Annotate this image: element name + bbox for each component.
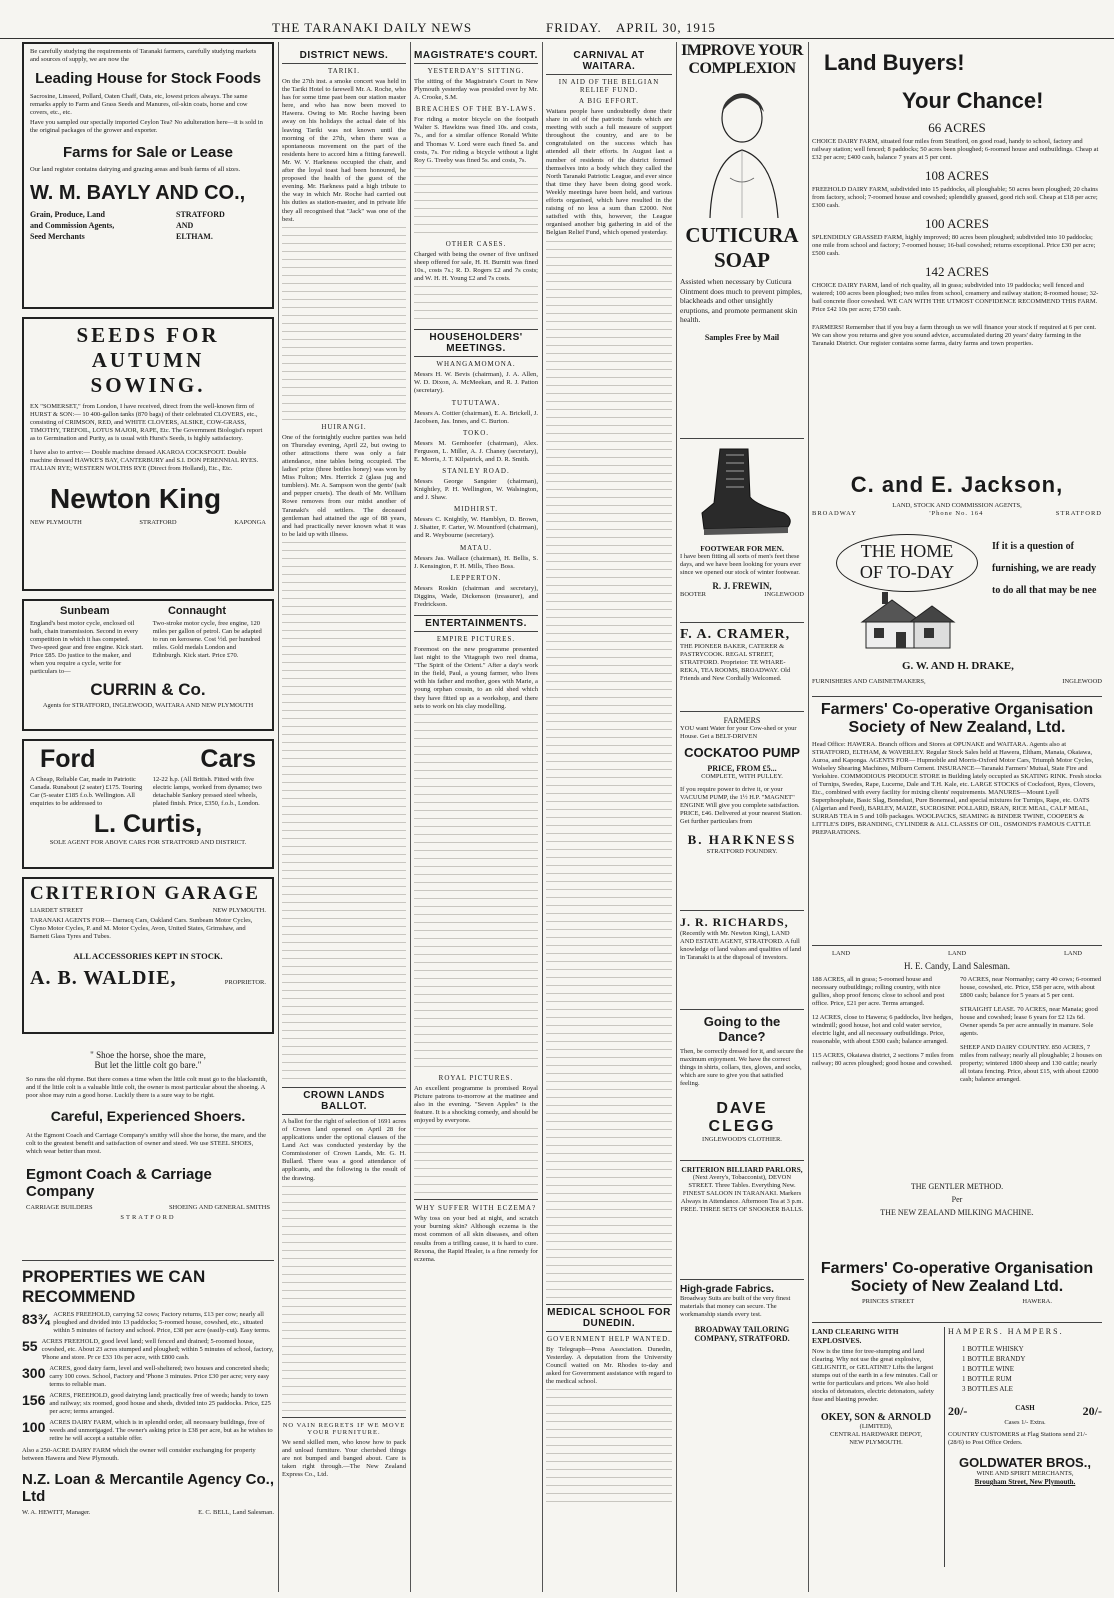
cash-price: 20/-	[948, 1404, 968, 1418]
bayly-right-line: AND	[176, 221, 194, 230]
coop-advert	[812, 701, 1102, 941]
harkness-advert	[680, 716, 804, 906]
sitting-heading: YESTERDAY'S SITTING.	[427, 67, 525, 75]
cuticura-headline: IMPROVE YOUR	[681, 42, 803, 59]
dance-text: Then, be correctly dressed for it, and secure the maximum enjoyment. We have the correct things in shirts, collars, ties, gloves, and socks, which are sure to give you that satisfied feeling.	[680, 1048, 804, 1087]
court-text: The sitting of the Magistrate's Court in New Plymouth yesterday was presided over by Mr. A. Crooke, S.M.	[414, 78, 538, 102]
connaught-label: Connaught	[167, 605, 226, 617]
manager-name: W. A. HEWITT, Manager.	[22, 1509, 91, 1516]
farm-acres: 108 ACRES	[925, 168, 989, 183]
curtis-sole: SOLE AGENT FOR ABOVE CARS FOR STRATFORD AND DISTRICT.	[49, 839, 247, 846]
belgian-heading: IN AID OF THE BELGIAN RELIEF FUND.	[558, 78, 660, 94]
empire-heading: EMPIRE PICTURES.	[436, 635, 516, 643]
coach-text: So runs the old rhyme. But there comes a time when the little colt must go to the blacksmith, and if the little colt is a valuable little colt, the owner is most particular about the shoeing. A poor shoe may ruin a good horse. Luckily there is a sure way to be right.	[26, 1076, 268, 1099]
property-entry	[22, 1338, 274, 1362]
princes-street: PRINCES STREET	[862, 1298, 915, 1305]
arnold-sub: (LIMITED),	[859, 1423, 893, 1430]
school-heading: TUTUTAWA.	[451, 398, 501, 407]
milking-machine: THE NEW ZEALAND MILKING MACHINE.	[880, 1208, 1034, 1217]
medical-school-heading: MEDICAL SCHOOL FOR DUNEDIN.	[546, 1304, 672, 1332]
clegg-sub: INGLEWOOD'S CLOTHIER.	[702, 1136, 782, 1143]
column-text-continued	[546, 1386, 672, 1506]
property-acres: 55	[22, 1338, 38, 1354]
farms-headline: Farms for Sale or Lease	[62, 144, 234, 161]
farm-acres: 142 ACRES	[925, 264, 989, 279]
broadway-advert	[680, 1284, 804, 1343]
school-text: Messrs George Sangster (chairman), Knightley, P. H. Wellington, W. Walsington, and J. Shaw.	[414, 477, 538, 502]
richards-name: J. R. RICHARDS,	[680, 915, 789, 929]
bayly-firm: W. M. BAYLY AND CO.,	[30, 182, 246, 204]
billiard-advert	[680, 1165, 804, 1275]
loan-agency-name: N.Z. Loan & Mercantile Agency Co., Ltd	[22, 1471, 274, 1505]
egmont-coach-advert	[22, 1042, 274, 1256]
broadway-name: BROADWAY TAILORING COMPANY, STRATFORD.	[694, 1325, 790, 1343]
per-label: Per	[951, 1195, 963, 1204]
coop-title: Farmers' Co-operative Organisation	[820, 701, 1094, 718]
column-1	[22, 42, 274, 1592]
jackson-town: STRATFORD	[1055, 510, 1102, 517]
criterion-town: NEW PLYMOUTH.	[212, 907, 266, 914]
bayly-intro: Be carefully studying the requirements of Taranaki farmers, carefully studying markets and sources of supply, we are now the	[30, 48, 257, 63]
school-heading: TOKO.	[462, 428, 490, 437]
farmers-remember: FARMERS! Remember that if you buy a farm through us we will finance your stock if required at 6 per cent. We can show you returns and give you sound advice, accumulated during 20 years' dairy farming in the Taranaki District. Our register contains some farms, dairy farms and town properties.	[812, 324, 1097, 347]
home-oval	[836, 534, 978, 592]
goldwater-street: Brougham Street, New Plymouth.	[974, 1478, 1076, 1486]
fabrics-text: Broadway Suits are built of the very finest materials that money can secure. The workmanship stands every test.	[680, 1295, 791, 1318]
goldwater-advert	[948, 1327, 1102, 1567]
property-acres: 300	[22, 1365, 46, 1381]
hamper-item: 1 BOTTLE WINE	[962, 1365, 1014, 1373]
newton-king-advert	[22, 317, 274, 591]
billiard-text: (Next Avery's, Tobacconist), DEVON STREET. Three Tables. Everything New. FINEST SALOON IN TARANAKI. Markers Always in Attendance. Afternoon Tea at 3 p.m. FREE. THREE SETS OF SNOOKER BALLS.	[680, 1174, 804, 1213]
candy-advert	[812, 950, 1102, 1176]
tariki-heading: TARIKI.	[328, 67, 360, 75]
coop-title-2: Society of New Zealand, Ltd.	[848, 719, 1066, 736]
crown-lands-heading: CROWN LANDS BALLOT.	[282, 1087, 406, 1115]
jackson-street: BROADWAY	[812, 510, 857, 517]
properties-title: PROPERTIES WE CAN RECOMMEND	[22, 1267, 206, 1306]
masthead	[0, 8, 1114, 39]
bayly-headline: Leading House for Stock Foods	[35, 70, 261, 87]
land-label: LAND	[1063, 950, 1082, 957]
seeds-text-2: I have also to arrive:— Double machine dressed AKAROA COCKSFOOT. Double machine dressed HAWKE'S BAY, CANTERBURY and S.I. DON PERENNIAL RYES. ITALIAN RYE; WESTERN WOLTHS RYE (Direct from Holland), Etc., Etc.	[30, 449, 259, 472]
waldie-role: PROPRIETOR.	[224, 979, 266, 986]
candy-listing: 188 ACRES, all in grass; 5-roomed house and necessary outbuildings; rolling country, with nice gullies, shop proof fences; close to school and post office. Price, £21 per acre. Terms arranged.	[812, 976, 945, 1007]
bayly-right	[176, 209, 266, 242]
sunbeam-text: England's best motor cycle, enclosed oil bath, chain transmission. Second in every competition in which it has competed. Two-speed gear and free engine. Kick start. Price £85. Do justice to the maker, and when you require a cycle, write for particulars to—	[30, 620, 144, 675]
coop-lower-title: Farmers' Co-operative Organisation	[820, 1260, 1094, 1277]
hampers-heading: HAMPERS. HAMPERS.	[948, 1327, 1064, 1336]
farmers-text: YOU want Water for your Cow-shed or your House. Get a BELT-DRIVEN	[680, 725, 797, 740]
frewin-name: R. J. FREWIN,	[712, 581, 772, 591]
coach-trade: SHOEING AND GENERAL SMITHS	[168, 1204, 270, 1211]
school-heading: MIDHIRST.	[453, 505, 499, 514]
criterion-street: LIARDET STREET	[30, 907, 84, 914]
harkness-foundry: STRATFORD FOUNDRY.	[706, 848, 778, 855]
jackson-advert	[812, 50, 1102, 472]
bottom-adverts	[812, 1327, 1102, 1567]
empire-text: Foremost on the new programme presented last night to the Vitagraph two reel drama, "The Spirit of the Orient." After a day's work in the field, Paul, a young farmer, who lives with his father and mother, goes with Marie, a young orphan cousin, to an old shed which they have fitted up as a workshop, and there sets to work on his clay modelling.	[414, 646, 538, 710]
property-entry	[22, 1392, 274, 1416]
criterion-title: CRITERION GARAGE	[30, 883, 260, 904]
column-rule	[278, 42, 279, 1592]
cuticura-free: Samples Free by Mail	[704, 332, 780, 342]
rhyme-line: " Shoe the horse, shoe the mare,	[90, 1050, 206, 1060]
householders-heading: HOUSEHOLDERS' MEETINGS.	[414, 329, 538, 357]
hamper-list	[962, 1344, 1102, 1394]
billiard-name: CRITERION BILLIARD PARLORS,	[681, 1165, 803, 1174]
coop-lower-advert	[812, 1260, 1102, 1318]
bayly-tea: Have you sampled our specially imported Ceylon Tea? No adulteration here—it is sold in the original packages of the grower and exporter.	[30, 119, 263, 134]
land-label: LAND	[947, 950, 967, 957]
school-heading: LEPPERTON.	[450, 573, 502, 582]
dance-heading: Going to the Dance?	[703, 1014, 781, 1044]
home-side-text: If it is a question of furnishing, we are ready to do all that may be nee	[992, 541, 1097, 596]
property-entry	[22, 1419, 274, 1443]
furniture-text: We send skilled men, who know how to pack and unload furniture. Your cherished things are not bumped and banged about. Care is taken right through.—The New Zealand Express Co., Ltd.	[282, 1438, 406, 1479]
farm-acres: 66 ACRES	[928, 120, 986, 135]
school-text: Messrs A. Cottier (chairman), E. A. Brickell, J. Jacobsen, Jas. Innes, and C. Burton.	[414, 409, 538, 425]
farm-text: FREEHOLD DAIRY FARM, subdivided into 15 paddocks, all ploughable; 50 acres been ploughed; 20 chains from factory, school; 7-roomed house and cowshed; splendidly grassed, good rich soil. Cheap at £18 per acre; £300 cash.	[812, 186, 1098, 209]
property-text: ACRES FREEHOLD, good level land; well fenced and drained; 5-roomed house, cowshed, etc. About 23 acres stumped and ploughed; within 5 minutes of school, factory, 'Phone and store. Pr ce £33 10s per acre, with £800 cash.	[41, 1338, 274, 1361]
milking-advert	[812, 1182, 1102, 1260]
farm-acres: 100 ACRES	[925, 216, 989, 231]
huirangi-heading: HUIRANGI.	[321, 422, 367, 431]
carnival-text: Waitara people have undoubtedly done their share in aid of the patriotic funds which are meeting with such a full measure of support throughout the country, and are to be congratulated on the success which has attended all their efforts. In August last a number of residents of the district formed themselves into a body which they called the North Taranaki Patriotic League, and ever since that time they have been doing good work. Weekly meetings have been held, and various efforts organised, which have resulted in the raising of no less a sum than £2000. Not satisfied with this, however, the League organised another big gathering in aid of the Belgian Relief Fund, which opened yesterday.	[546, 108, 672, 237]
property-entry	[22, 1365, 274, 1389]
sunbeam-label: Sunbeam	[60, 605, 110, 617]
hamper-item: 3 BOTTLES ALE	[962, 1385, 1013, 1393]
effort-heading: A BIG EFFORT.	[578, 97, 640, 105]
ford-right-text: 12-22 h.p. (All British. Fitted with five electric lamps, worked from dynamo; two detachable Sankey pressed steel wheels, plated finish. Price, £350, f.o.b., London.	[152, 776, 262, 807]
school-text: Messrs Roskin (chairman and secretary), Diggins, Wade, Dickenson (treasurer), and Fredrickson.	[414, 584, 538, 608]
property-acres: 83¾	[22, 1311, 50, 1327]
hamper-item: 1 BOTTLE RUM	[962, 1375, 1012, 1383]
curtis-name: L. Curtis,	[93, 810, 203, 838]
newton-king-name: Newton King	[50, 483, 222, 514]
currin-advert	[22, 599, 274, 731]
cuticura-name: CUTICURA	[685, 223, 799, 247]
candy-listing: SHEEP AND DAIRY COUNTRY. 850 ACRES, 7 miles from railway; nearly all ploughable; 2 houses on property; wintered 1800 sheep and 130 cattle; nearly all totara fencing. Price, about £15, with about £2000 cash; balance arranged.	[960, 1044, 1102, 1083]
farm-text: SPLENDIDLY GRASSED FARM, highly improved; 80 acres been ploughed; subdivided into 10 paddocks; one mile from school and factory; 7-roomed house; 16-bail cowshed; returns exceptional. Price £30 per acre; £500 cash.	[812, 234, 1096, 257]
richards-advert	[680, 915, 804, 1005]
goldwater-name: GOLDWATER BROS.,	[959, 1455, 1091, 1470]
jackson-phone: 'Phone No. 164	[929, 510, 984, 517]
column-text-continued	[546, 238, 672, 1298]
hawera-town: HAWERA.	[1022, 1298, 1052, 1305]
cases-extra: Cases 1/- Extra.	[1004, 1419, 1046, 1426]
coach-text-2: At the Egmont Coach and Carriage Company's smithy will shoe the horse, the mare, and the colt to the greatest benefit and satisfaction of owner and steed. We use STEEL SHOES, which wear better than most.	[26, 1132, 266, 1155]
coop-lower-title-2: Society of New Zealand Ltd.	[850, 1278, 1064, 1295]
clearing-heading: LAND CLEARING WITH EXPLOSIVES.	[812, 1327, 899, 1345]
column-rule	[410, 42, 411, 1592]
arnold-name: OKEY, SON & ARNOLD	[820, 1412, 932, 1423]
column-rule	[542, 42, 543, 1592]
drake-name: G. W. AND H. DRAKE,	[902, 660, 1014, 672]
property-text: ACRES DAIRY FARM, which is in splendid order, all necessary buildings, free of weeds and unmortgaged. The owner's asking price is £38 per acre, but as he wishes to retire he will accept a suitable offer.	[49, 1419, 273, 1442]
school-text: Messrs H. W. Bevis (chairman), J. A. Allen, W. D. Dixon, A. McMeekan, and R. J. Patton (secretary).	[414, 371, 538, 395]
farms-text: Our land register contains dairying and grazing areas and bush farms of all sizes.	[30, 166, 241, 173]
issue-day: FRIDAY.	[546, 20, 602, 35]
column-5	[680, 42, 804, 1592]
column-3	[414, 42, 538, 1592]
criterion-garage-advert	[22, 877, 274, 1034]
bayly-right-line: ELTHAM.	[176, 232, 213, 241]
bylaws-heading: BREACHES OF THE BY-LAWS.	[415, 105, 537, 114]
your-chance-heading: Your Chance!	[902, 88, 1044, 113]
bayly-left-line: and Commission Agents,	[30, 221, 115, 230]
column-6	[812, 42, 1102, 1592]
cramer-advert	[680, 627, 804, 707]
column-text-continued	[414, 283, 538, 323]
candy-listing: STRAIGHT LEASE. 70 ACRES, near Manaia; good house and cowshed; lease 6 years for £2 12s 6d. Owner spends 5s per acre annually in manure. Sole agents.	[960, 1006, 1098, 1037]
school-heading: STANLEY ROAD.	[442, 466, 510, 475]
eczema-heading: WHY SUFFER WITH ECZEMA?	[415, 1204, 537, 1213]
furniture-heading: NO VAIN REGRETS IF WE MOVE YOUR FURNITURE.	[282, 1421, 406, 1436]
loan-agency-advert	[22, 1265, 274, 1592]
huirangi-text: One of the fortnightly euchre parties was held on Thursday evening, April 22, but owing to other attractions there was only a fair attendance, nine tables being occupied. The ladies' prize (three bottles honey) was won by Miss Fulton; Mrs. Herrick 2 (glass jug and tumblers). Mr. A. Sampson won the gents' (salt and pepper cruets). The death of Mr. William Rowe removes from our midst another of Taranaki's old settlers. The deceased gentleman had attained the age of 88 years, and had practically never known what it was to be laid up with illness.	[282, 433, 406, 538]
currin-agents: Agents for STRATFORD, INGLEWOOD, WAITARA AND NEW PLYMOUTH	[42, 702, 254, 709]
farmers-heading: FARMERS	[723, 716, 761, 725]
district-news-heading: DISTRICT NEWS.	[282, 48, 406, 64]
column-text-continued	[282, 224, 406, 420]
seeds-title: SEEDS FOR AUTUMN	[76, 323, 220, 372]
cash-label: CASH	[1015, 1404, 1035, 1412]
candy-listing: 70 ACRES, near Normanby; carry 40 cows; 6-roomed house, cowshed, etc. Price, £58 per acre, with about £800 cash; balance for 5 years at 5 per cent.	[960, 976, 1102, 999]
currin-name: CURRIN & Co.	[90, 680, 206, 699]
ford-left-text: A Cheap, Reliable Car, made in Patriotic Canada. Runabout (2 seater) £175. Touring Car (5-seater £185 f.o.b. Wellington. All enquiries to be addressed to	[30, 776, 143, 807]
column-rule	[808, 42, 809, 1592]
farm-text: CHOICE DAIRY FARM, land of rich quality, all in grass; subdivided into 19 paddocks; well fenced and watered; 100 acres been ploughed; two miles from school, creamery and railway station; 8-roomed house; 32-bail concrete floor cowshed. WE CAN WITH THE UTMOST CONFIDENCE RECOMMEND THIS FARM. Price £42 10s per acre; £750 cash.	[812, 282, 1099, 313]
clegg-name: DAVE CLEGG	[708, 1100, 776, 1135]
entertainments-heading: ENTERTAINMENTS.	[414, 615, 538, 632]
cockatoo-pump: COCKATOO PUMP	[684, 745, 800, 760]
properties-also: Also a 250-ACRE DAIRY FARM which the owner will consider exchanging for property between Hawera and New Plymouth.	[22, 1447, 256, 1462]
paper-title: THE TARANAKI DAILY NEWS	[272, 20, 473, 35]
rhyme-line: But let the little colt go bare."	[94, 1060, 202, 1070]
criterion-stock: ALL ACCESSORIES KEPT IN STOCK.	[73, 951, 223, 961]
ford-advert	[22, 739, 274, 869]
criterion-agents: TARANAKI AGENTS FOR— Darracq Cars, Oakland Cars. Sunbeam Motor Cycles, Clyno Motor Cycles, P. and M. Motor Cycles, Avon, United States, Grimshaw, and Barnett Glass Tyres and Tubes.	[30, 917, 253, 940]
help-wanted-heading: GOVERNMENT HELP WANTED.	[547, 1334, 671, 1343]
crown-lands-text: A ballot for the right of selection of 1691 acres of Crown land opened on April 28 for applications under the optional clauses of the Land Act was conducted yesterday by the Commissioner of Crown Lands, Mr. G. H. Bullard. There was a good attendance of applicants, and the following is the result of the drawing.	[282, 1117, 406, 1182]
pump-complete: COMPLETE, WITH PULLEY.	[701, 773, 783, 780]
school-meetings-list	[414, 360, 538, 609]
footwear-text: I have been fitting all sorts of men's feet these days, and we have been looking for yours ever since we opened our stock of winter footwear.	[680, 553, 802, 576]
pump-price: PRICE, FROM £5...	[707, 764, 777, 773]
other-cases-heading: OTHER CASES.	[445, 239, 507, 248]
frewin-trade: BOOTER	[680, 591, 706, 598]
cuticura-soap: SOAP	[713, 248, 770, 272]
properties-list	[22, 1311, 274, 1443]
bayly-left	[30, 209, 114, 242]
connaught-text: Two-stroke motor cycle, free engine, 120 miles per gallon of petrol. Can be adapted to run on kerosene. Cost ½d. per hundred miles. Gold medals London and Edinburgh. Kick start. Price £70.	[152, 620, 262, 659]
place-name: KAPONGA	[234, 519, 266, 526]
cramer-text: THE PIONEER BAKER, CATERER & PASTRYCOOK. REGAL STREET, STRATFORD. Proprietor: TE WHARE-REKA, TEA ROOMS, BROADWAY. Old Friends and New Cordially Welcomed.	[680, 643, 791, 682]
eczema-text: Why toss on your bed at night, and scratch your burning skin? Although eczema is the most common of all skin diseases, and often results from a trifling cause, it is hard to cure. Rexona, the Rapid Healer, is a fine remedy for eczema.	[414, 1215, 538, 1263]
clearing-text: Now is the time for tree-stumping and land clearing. Why not use the great explosive, GELIGNITE, or GELATINE? Lifts the largest stumps out of the earth in a few minutes. Call or write for particulars and prices. We also hold stocks of detonators, electric detonators, safety fuse and blasting powder.	[812, 1348, 938, 1403]
carnival-heading: CARNIVAL AT WAITARA.	[546, 48, 672, 75]
cuticura-text: Assisted when necessary by Cuticura Ointment does much to prevent pimples, blackheads and other unsightly eruptions, and promote permanent skin health.	[680, 277, 803, 324]
coop-text: Head Office: HAWERA. Branch offices and Stores at OPUNAKE and WAITARA. Agents also at STRATFORD, ELTHAM, & WAVERLEY. Regular Stock Sales held at Hawera, Eltham, Manaia, Okaiawa, Auroa, and Kaponga. AGENTS FOR— Hupmobile and Morris-Oxford Motor Cars, Triumph Motor Cycles, Wolseley Shearing Machines, Milburn Cement. INSURANCE—Taranaki Farmers' Mutual, State Fire and Yorkshire. COMMODIOUS PRODUCE STORE in Building lately occupied as SKATING RINK. Fresh stocks of Turnips, Swedes, Rape, Lucerne, Dale and T.H. Kale, etc. LARGE STOCKS of Cocksfoot, Ryes, Clovers, Etc., combined with every facility for mixing clients' requirements. MANURES—Mount Lyell Superphosphate, Basic Slag, Bonedust, Pure Bonemeal, and special mixtures for Turnips, Rape, etc. OATS (Algerian and Feed), BARLEY, MAIZE, SUCROSINE POLLARD, BRAN, RICE MEAL, CALF MEAL, SURRAB TEA in 5 and 10lb packages. WOOLPACKS, SEAMING & BINDER TWINE, COOPER'S & LITTLE'S DIPS, BRANDING, CYLINDER & ALL CLASSES OF OIL, OSMOND'S FAMOUS CATTLE PREPARATIONS.	[812, 741, 1102, 836]
home-title-2: OF TO-DAY	[859, 562, 955, 582]
harkness-name: B. HARKNESS	[687, 832, 797, 847]
column-text-continued	[282, 1183, 406, 1413]
property-acres: 100	[22, 1419, 46, 1435]
cuticura-advert	[680, 42, 804, 434]
drake-advert	[812, 530, 1102, 692]
royal-text: An excellent programme is promised Royal Picture patrons to-morrow at the matinee and also in the evening. "Seven Apples" is the feature. It is a shocking comedy, and should be enjoyed by everyone.	[414, 1084, 538, 1125]
gentler-heading: THE GENTLER METHOD.	[910, 1182, 1004, 1191]
jackson-sub: LAND, STOCK AND COMMISSION AGENTS,	[892, 502, 1022, 509]
place-name: STRATFORD	[139, 519, 177, 526]
bayly-right-line: STRATFORD	[176, 210, 225, 219]
fabrics-heading: High-grade Fabrics.	[680, 1284, 774, 1295]
column-2	[282, 42, 406, 1592]
column-text-continued	[282, 539, 406, 1081]
country-customers: COUNTRY CUSTOMERS at Flag Stations send 21/- (28/6) to Post Office Orders.	[948, 1431, 1088, 1446]
medical-school-text: By Telegraph—Press Association. Dunedin, Yesterday. A deputation from the University Council waited on Mr. Rhodes to-day and asked for Government assistance with regard to the medical school.	[546, 1345, 672, 1385]
royal-heading: ROYAL PICTURES.	[438, 1073, 514, 1082]
bayly-left-line: Grain, Produce, Land	[30, 210, 105, 219]
home-title: THE HOME	[860, 541, 954, 561]
hamper-item: 1 BOTTLE WHISKY	[962, 1345, 1024, 1353]
frewin-advert	[680, 443, 804, 618]
richards-text: (Recently with Mr. Newton King), LAND AND ESTATE AGENT, STRATFORD. A full knowledge of land values and qualities of land in Taranaki is at the disposal of investors.	[680, 930, 802, 961]
hamper-item: 1 BOTTLE BRANDY	[962, 1355, 1026, 1363]
candy-listing: 115 ACRES, Okaiawa district, 2 sections 7 miles from railway; 80 acres ploughed; good house and cowshed.	[812, 1052, 954, 1067]
bayly-left-line: Seed Merchants	[30, 232, 85, 241]
farm-text: CHOICE DAIRY FARM, situated four miles from Stratford, on good road, handy to school, factory and railway station; well fenced; 8 paddocks; 50 acres been ploughed; 6-roomed house and outbuildings. Cheap at £32 per acre; £400 cash, balance 7 years at 5 per cent.	[812, 138, 1099, 161]
cramer-name: F. A. CRAMER,	[680, 627, 791, 642]
column-text-continued	[414, 1125, 538, 1195]
bayly-advert	[22, 42, 274, 309]
waldie-name: A. B. WALDIE,	[30, 967, 177, 989]
footwear-heading: FOOTWEAR FOR MEN.	[700, 544, 784, 553]
salesman-name: E. C. BELL, Land Salesman.	[198, 1509, 274, 1516]
coach-trade: CARRIAGE BUILDERS	[26, 1204, 93, 1211]
drake-trade: FURNISHERS AND CABINETMAKERS,	[812, 678, 926, 685]
arnold-advert	[812, 1327, 945, 1567]
drake-town: INGLEWOOD	[1062, 678, 1102, 685]
school-heading: MATAU.	[459, 543, 493, 552]
ford-label: Ford	[40, 745, 96, 773]
column-4	[546, 42, 672, 1592]
woman-illustration	[680, 78, 804, 218]
column-rule	[676, 42, 677, 1592]
cuticura-headline-2: COMPLEXION	[688, 60, 796, 77]
other-cases-text: Charged with being the owner of five unfixed sheep offered for sale, H. H. Burnitt was fined 10s., costs 7s.; R. D. Rogers £2 and 7s costs; and W. H. H. Young £2 and 7s costs.	[414, 250, 538, 283]
seeds-title-2: SOWING.	[90, 373, 206, 397]
court-heading: MAGISTRATE'S COURT.	[414, 48, 538, 64]
school-text: Messrs C. Knightly, W. Hamblyn, D. Brown, J. Shatter, F. Carter, W. Mountford (chairman), and R. Weybourne (secretary).	[414, 516, 538, 540]
seeds-text: EX "SOMERSET," from London, I have received, direct from the well-known firm of HURST & SON:— 10 400-gallon tanks (870 bags) of their celebrated CLOVERS, etc., consisting of CRIMSON, RED, and WHITE CLOVERS, ALSIKE, COW-GRASS, TIMOTHY, TREFOIL, LOTUS MAJOR, RAPE, Etc. The Government Biologist's report as to Germination and Purity, as is usual with Hurst's Seeds, is highly satisfactory.	[30, 403, 263, 442]
bylaws-text: For riding a motor bicycle on the footpath Walter S. Hawkins was fined 10s. and costs, 7s., and for a similar offence Ronald White and Thomas V. Lord were each fined 5s. and costs, 7s. For riding a bicycle without a light Roy G. Treeby was fined 5s. and costs, 7s.	[414, 116, 538, 164]
house-illustration	[852, 592, 962, 652]
column-text-continued	[414, 165, 538, 237]
candy-name: H. E. Candy, Land Salesman.	[904, 961, 1010, 971]
cars-label: Cars	[200, 745, 256, 773]
candy-listing: 12 ACRES, close to Hawera; 6 paddocks, live hedges, windmill; good house, hot and cold water service, electric light, and all necessary outbuildings. Price, reasonable, with about £300 cash; balance arranged.	[812, 1014, 953, 1045]
column-text-continued	[414, 711, 538, 1071]
jackson-name: C. and E. Jackson,	[850, 472, 1064, 497]
bayly-items: Sacrosine, Linseed, Pollard, Oaten Chaff, Oats, etc, lowest prices always. The same remarks apply to Farm and Grass Seeds and Manures, oil-skin coats, horse and cow covers, etc., etc.	[30, 93, 248, 116]
school-heading: WHANGAMOMONA.	[436, 360, 516, 369]
farm-list	[812, 120, 1102, 314]
boot-illustration	[680, 443, 804, 539]
shoers-headline: Careful, Experienced Shoers.	[50, 1108, 246, 1124]
arnold-town: NEW PLYMOUTH.	[849, 1439, 903, 1446]
cash-price: 20/-	[1082, 1404, 1102, 1418]
engine-text: If you require power to drive it, or your VACUUM PUMP, the 1½ H.P. "MAGNET" ENGINE Will give you complete satisfaction. PRICE, £46. Delivered at your nearest Station. Get further particulars from	[680, 786, 802, 825]
property-text: ACRES, good dairy farm, level and well-sheltered; two houses and concreted sheds; carry 100 cows. School, Factory and 'Phone 3 minutes. Price £30 per acre; very easy terms to reliable man.	[49, 1365, 270, 1388]
arnold-depot: CENTRAL HARDWARE DEPOT,	[830, 1431, 922, 1438]
property-text: ACRES, FREEHOLD, good dairying land; practically free of weeds; handy to town and railway; six roomed, good house and sheds, divided into 25 paddocks. Price, £25 per acre; terms arranged.	[49, 1392, 271, 1415]
place-name: NEW PLYMOUTH	[30, 519, 82, 526]
property-entry	[22, 1311, 274, 1335]
land-label: LAND	[832, 950, 851, 957]
goldwater-trade: WINE AND SPIRIT MERCHANTS,	[976, 1470, 1074, 1477]
clegg-advert	[680, 1014, 804, 1156]
property-text: ACRES FREEHOLD, carrying 52 cows; Factory returns, £13 per cow; nearly all ploughed and divided into 13 paddocks; 5-roomed house, cowshed, etc., situated within 5 minutes of factory and school. Price, £38 per acre (easily-cut). Easy terms.	[53, 1311, 271, 1334]
issue-date: APRIL 30, 1915	[616, 20, 716, 35]
school-text: Messrs M. Gernhoefer (chairman), Alex. Ferguson, L. Miller, A. J. Chaney (secretary), E. Morris, J. T. Kilpatrick, and D. R. Smith.	[414, 439, 538, 463]
property-acres: 156	[22, 1392, 46, 1408]
tariki-text: On the 27th inst. a smoke concert was held in the Tariki Hotel to farewell Mr. A. Roche, who has for some time past been our station master here, and who has now been moved to Hawera. Owing to Mr. Roche having been away on his holidays the actual date of his leaving Tariki was not known until the morning of the 27th, when there was a spontaneous movement on the part of the residents here to accord him a fitting farewell. Mr. W. V. Harkness occupied the chair, and after the loyal toast had been honoured, he proposed the health of the guest of the evening. Mr. Harkness paid a high tribute to the way in which Mr. Roche had carried out his duties as station-master, and in private life they all recognised that "Jack" was one of the best.	[282, 78, 406, 223]
jackson-name-block	[812, 472, 1102, 530]
egmont-coach-name: Egmont Coach & Carriage Company	[26, 1166, 212, 1200]
land-buyers-heading: Land Buyers!	[824, 50, 965, 75]
frewin-town: INGLEWOOD	[764, 591, 804, 598]
coach-town: STRATFORD	[120, 1214, 176, 1221]
school-text: Messrs Jas. Wallace (chairman), H. Bellis, S. J. Kensington, F. H. Mills, Theo Boss.	[414, 554, 538, 570]
